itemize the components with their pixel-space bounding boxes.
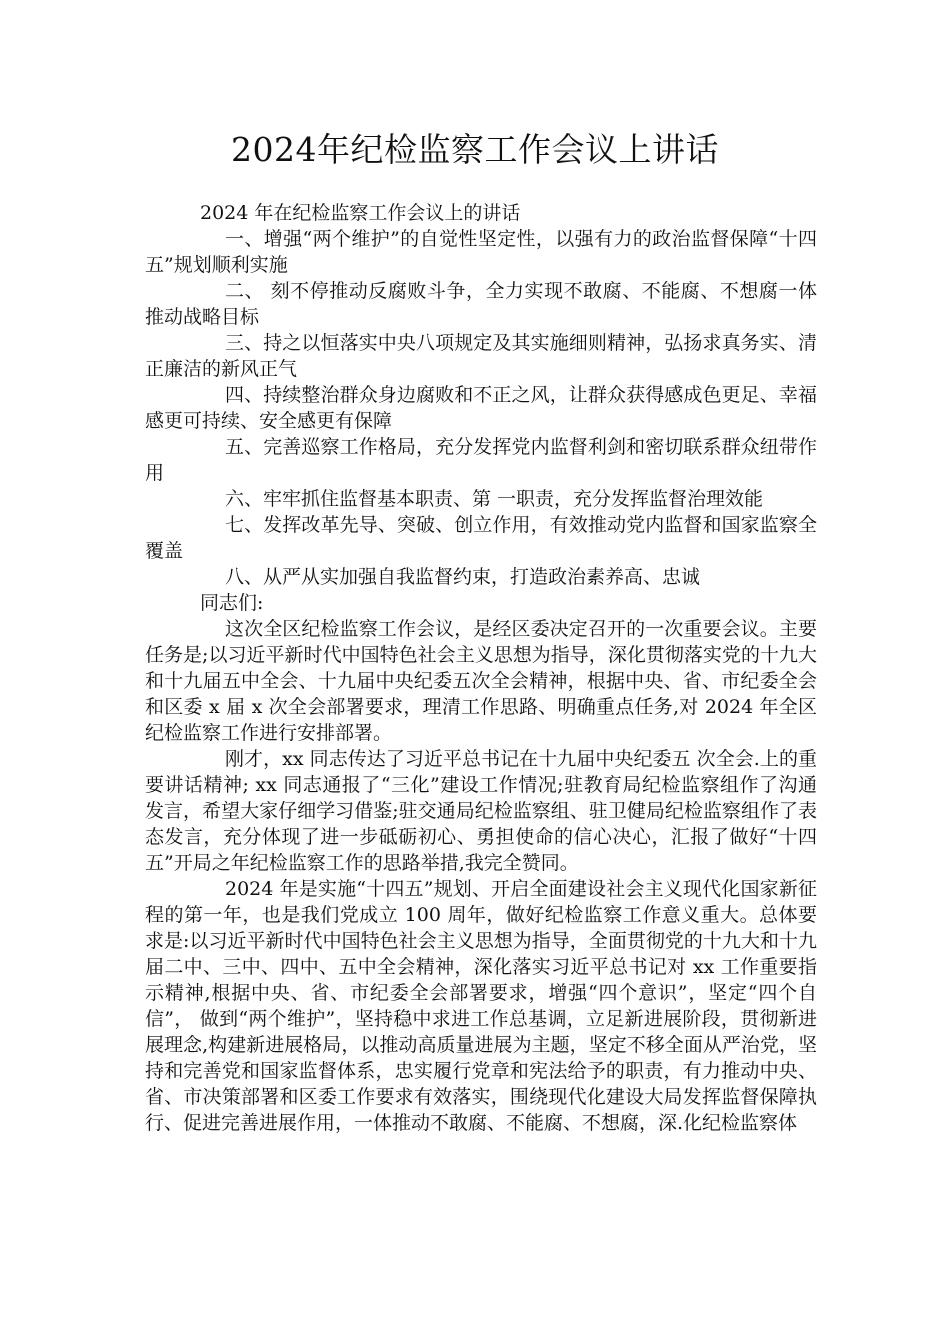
- section-heading-5: 五、完善巡察工作格局，充分发挥党内监督利剑和密切联系群众纽带作用: [145, 436, 817, 484]
- section-heading-8: 八、从严从实加强自我监督约束，打造政治素养高、忠诚: [225, 566, 701, 588]
- greeting: 同志们:: [200, 592, 264, 614]
- body-paragraph-3: 2024 年是实施“十四五”规划、开启全面建设社会主义现代化国家新征程的第一年，也是我们党成立 100 周年，做好纪检监察工作意义重大。总体要求是:以习近平新时代中国特色社会主义思想为指导，全面贯彻党的十九大和十九届二中、三中、四中、五中全会精神，深化落实习近平总书记对 xx 工作重要指示精神,根据中央、省、市纪委全会部署要求，增强“四个意识”，坚定“四个自信”， 做到“两个维护”，坚持稳中求进工作总基调，立足新进展阶段，贯彻新进展理念,构建新进展格局，以推动高质量进展为主题，坚定不移全面从严治党，坚持和完善党和国家监督体系，忠实履行党章和宪法给予的职责，有力推动中央、省、市决策部署和区委工作要求有效落实，围绕现代化建设大局发挥监督保障执行、促进完善进展作用，一体推动不敢腐、不能腐、不想腐，深.化纪检监察体: [145, 878, 817, 1134]
- section-heading-6: 六、牢牢抓住监督基本职责、第 一职责，充分发挥监督治理效能: [225, 488, 764, 510]
- section-heading-2: 二、 刻不停推动反腐败斗争，全力实现不敢腐、不能腐、不想腐一体推动战略目标: [145, 280, 817, 328]
- document-title: 2024年纪检监察工作会议上讲话: [231, 130, 719, 169]
- document-subtitle: 2024 年在纪检监察工作会议上的讲话: [200, 202, 521, 224]
- body-paragraph-1: 这次全区纪检监察工作会议，是经区委决定召开的一次重要会议。主要任务是;以习近平新时代中国特色社会主义思想为指导，深化贯彻落实党的十九大和十九届五中全会、十九届中央纪委五次全会精神，根据中央、省、市纪委全会和区委 x 届 x 次全会部署要求，理清工作思路、明确重点任务,对 2024 年全区纪检监察工作进行安排部署。: [145, 618, 817, 744]
- section-heading-4: 四、持续整治群众身边腐败和不正之风，让群众获得感成色更足、幸福感更可持续、安全感更有保障: [145, 384, 817, 432]
- section-heading-1: 一、增强“两个维护”的自觉性坚定性，以强有力的政治监督保障“十四五”规划顺利实施: [145, 228, 817, 276]
- body-paragraph-2: 刚才，xx 同志传达了习近平总书记在十九届中央纪委五 次全会.上的重要讲话精神; xx 同志通报了“三化”建设工作情况;驻教育局纪检监察组作了沟通发言，希望大家仔细学习借鉴;驻交通局纪检监察组、驻卫健局纪检监察组作了表态发言，充分体现了进一步砥砺初心、勇担使命的信心决心，汇报了做好“十四五”开局之年纪检监察工作的思路举措,我完全赞同。: [145, 748, 817, 874]
- section-heading-7: 七、发挥改革先导、突破、创立作用，有效推动党内监督和国家监察全覆盖: [145, 514, 817, 562]
- section-heading-3: 三、持之以恒落实中央八项规定及其实施细则精神，弘扬求真务实、清正廉洁的新风正气: [145, 332, 817, 380]
- document-body: [145, 200, 817, 1136]
